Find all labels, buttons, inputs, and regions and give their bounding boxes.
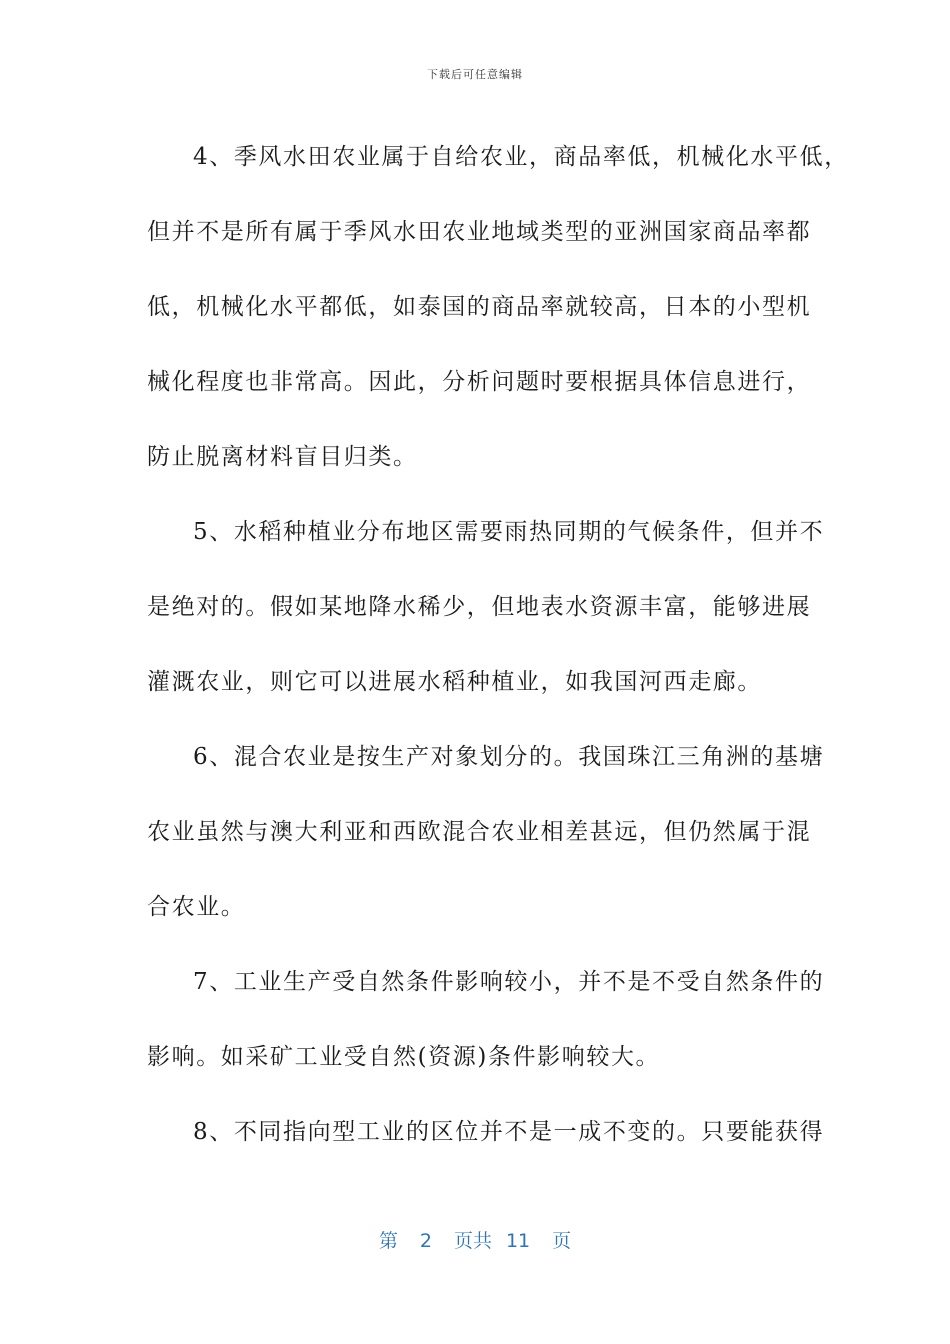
- footer-middle: 页共: [453, 1230, 492, 1252]
- paragraph-7: [147, 945, 825, 1095]
- paragraph-line: 合农业。: [147, 894, 246, 920]
- paragraph-line: 防止脱离材料盲目归类。: [147, 444, 418, 470]
- paragraph-8: [147, 1095, 825, 1170]
- paragraph-line: 影响。如采矿工业受自然(资源)条件影响较大。: [147, 1044, 661, 1070]
- paragraph-line: 械化程度也非常高。因此，分析问题时要根据具体信息进行，: [147, 369, 812, 395]
- paragraph-line: 6、混合农业是按生产对象划分的。我国珠江三角洲的基塘: [193, 744, 825, 770]
- footer-total-pages: 11: [505, 1230, 531, 1252]
- paragraph-line: 灌溉农业，则它可以进展水稻种植业，如我国河西走廊。: [147, 669, 762, 695]
- paragraph-6: [147, 720, 825, 945]
- paragraph-line: 是绝对的。假如某地降水稀少，但地表水资源丰富，能够进展: [147, 594, 812, 620]
- paragraph-line: 但并不是所有属于季风水田农业地域类型的亚洲国家商品率都: [147, 219, 812, 245]
- paragraph-5: [147, 495, 825, 720]
- footer-prefix: 第: [378, 1230, 398, 1252]
- paragraph-line: 7、工业生产受自然条件影响较小，并不是不受自然条件的: [193, 969, 825, 995]
- document-body: [147, 120, 849, 1170]
- paragraph-4: [147, 120, 849, 495]
- paragraph-line: 低，机械化水平都低，如泰国的商品率就较高，日本的小型机: [147, 294, 812, 320]
- paragraph-line: 5、水稻种植业分布地区需要雨热同期的气候条件，但并不: [193, 519, 825, 545]
- paragraph-line: 农业虽然与澳大利亚和西欧混合农业相差甚远，但仍然属于混: [147, 819, 812, 845]
- paragraph-line: 8、不同指向型工业的区位并不是一成不变的。只要能获得: [193, 1119, 825, 1145]
- footer-page-number: 2: [419, 1230, 432, 1252]
- footer-suffix: 页: [552, 1230, 572, 1252]
- page-footer: [0, 1226, 950, 1253]
- paragraph-line: 4、季风水田农业属于自给农业，商品率低，机械化水平低，: [193, 144, 849, 170]
- page-header: 下载后可任意编辑: [427, 68, 523, 81]
